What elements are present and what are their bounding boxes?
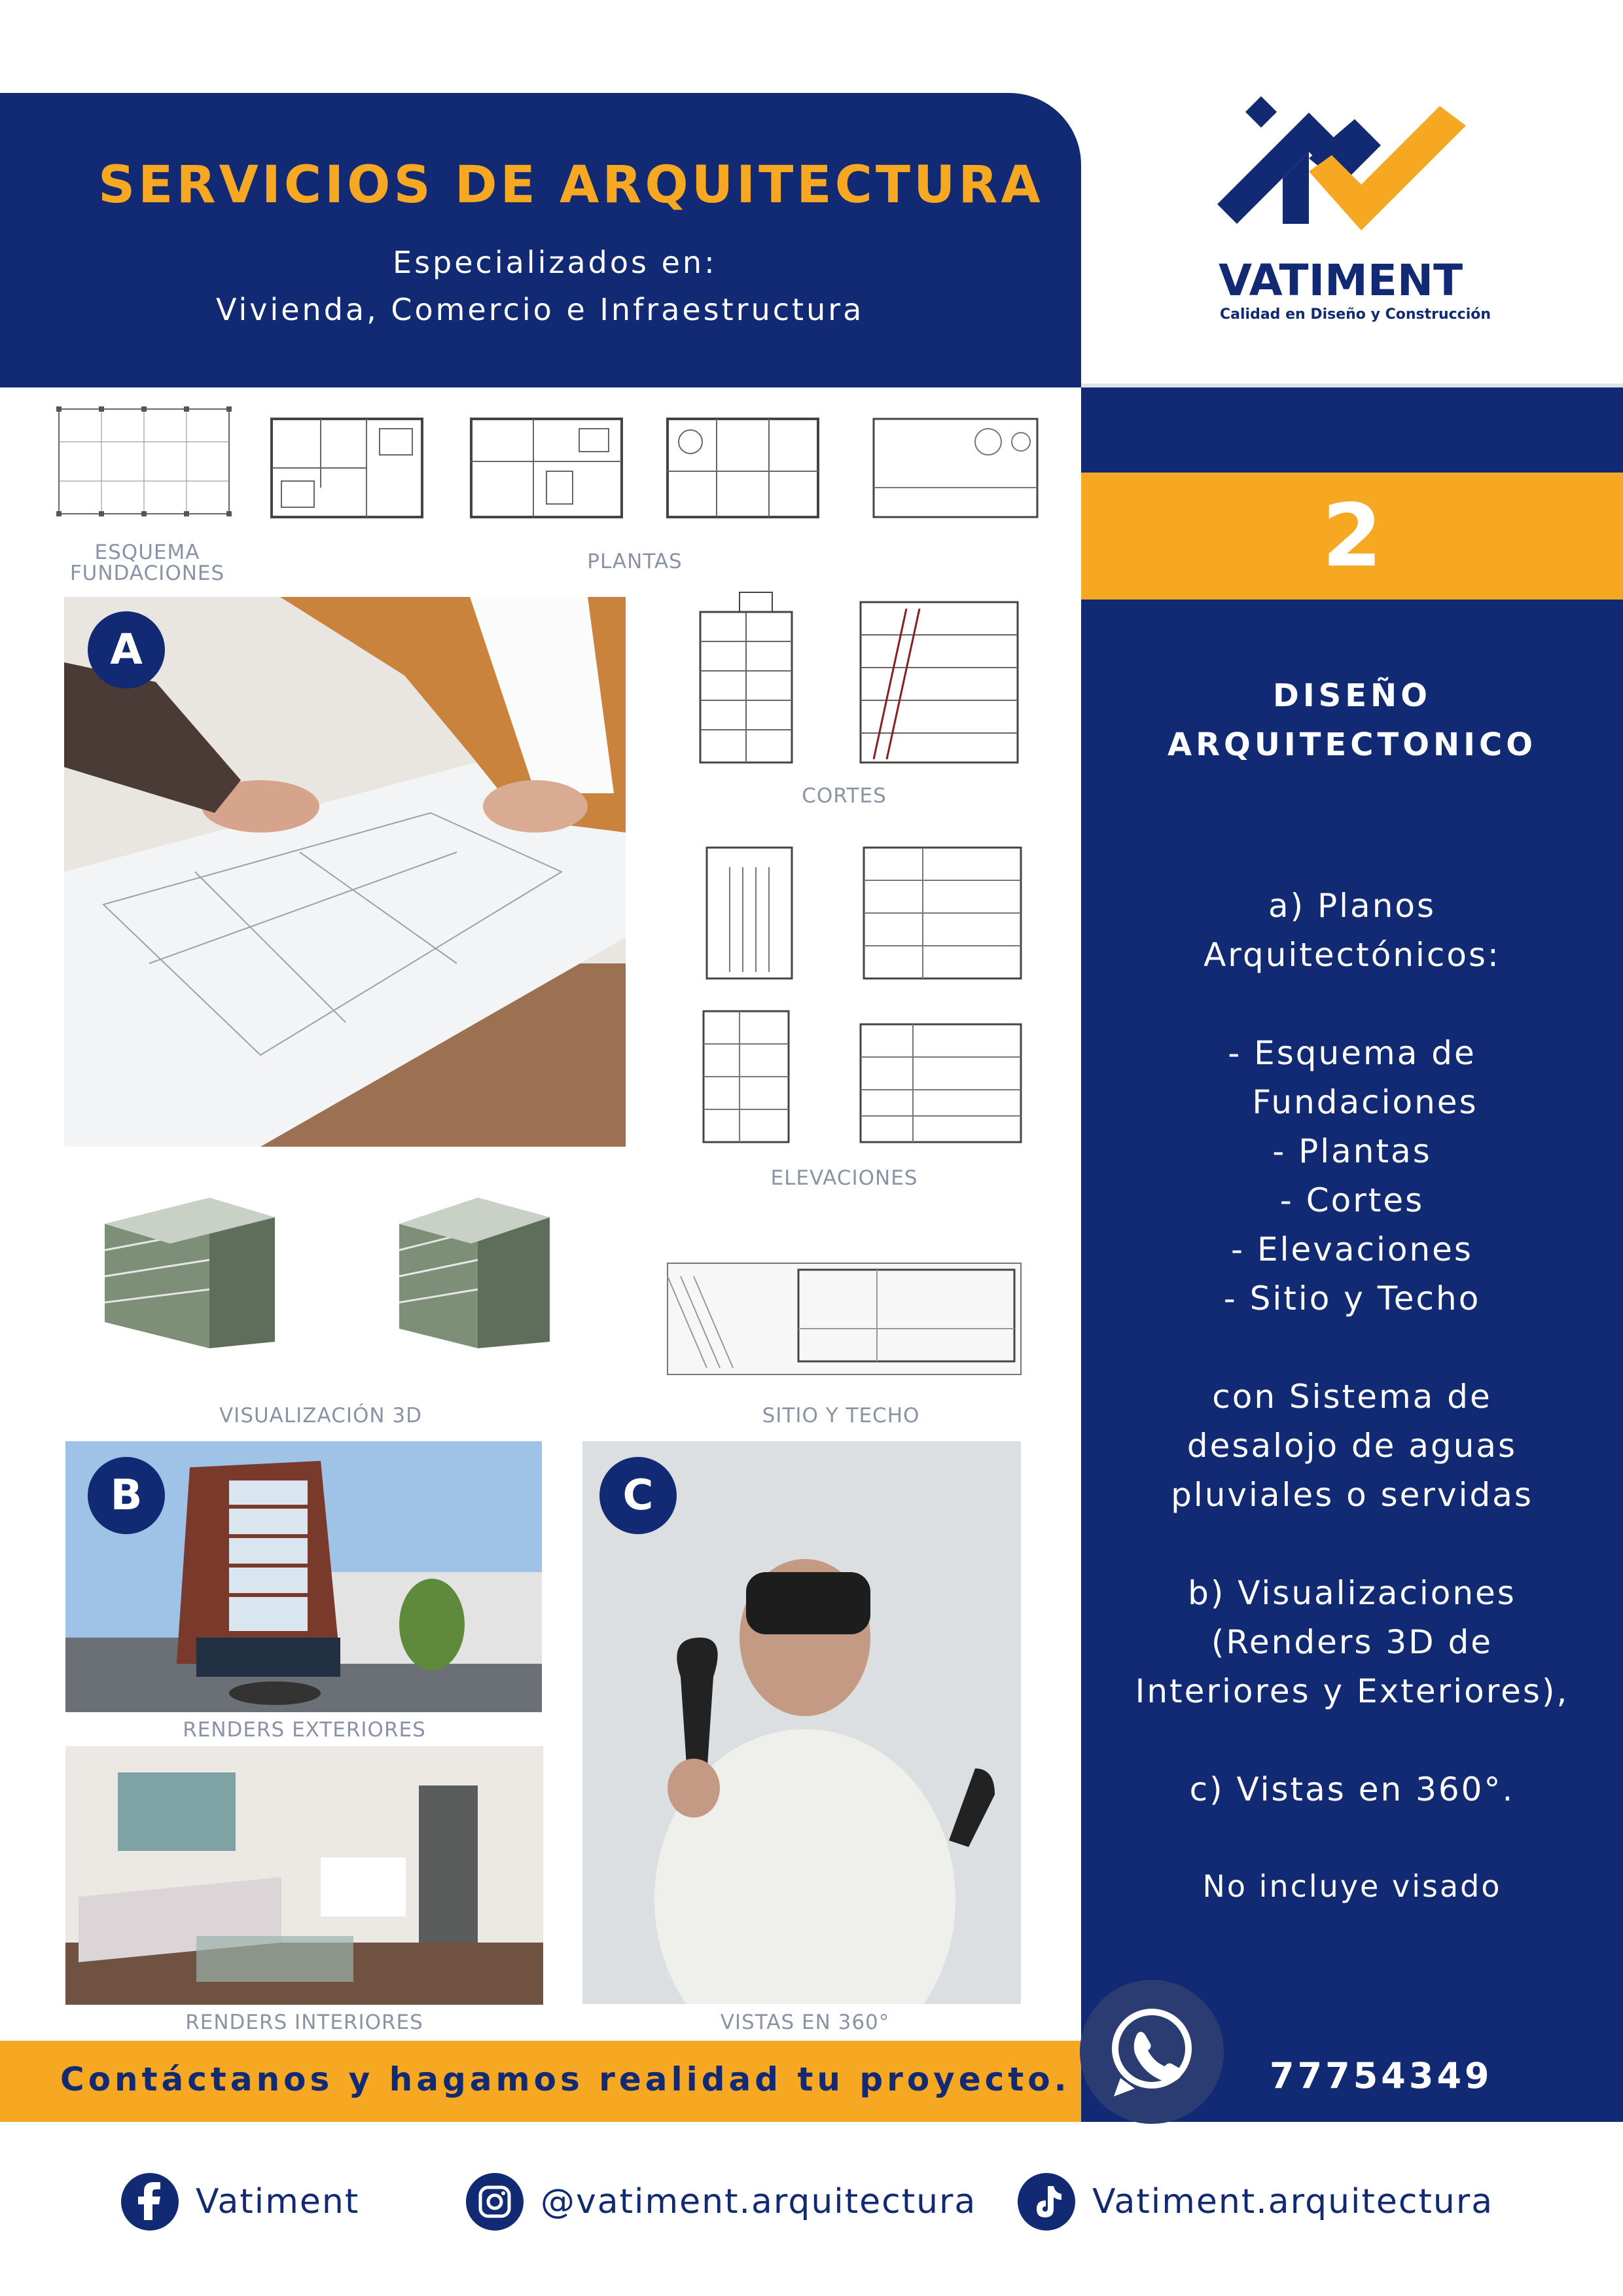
service-number: 2 [1322, 486, 1382, 586]
panel-line: c) Vistas en 360°. [1189, 1770, 1515, 1808]
phone-number[interactable]: 77754349 [1270, 2055, 1493, 2096]
badge-a: A [88, 611, 165, 689]
badge-b: B [88, 1457, 165, 1534]
site-roof-drawing [661, 1250, 1027, 1384]
elevation-drawing-4 [847, 1005, 1034, 1149]
panel-line: (Renders 3D de [1211, 1623, 1493, 1661]
brand-tagline: Calidad en Diseño y Construcción [1220, 306, 1491, 323]
caption-plantas: PLANTAS [587, 550, 683, 573]
brand-logo [1211, 93, 1491, 329]
panel-line: - Sitio y Techo [1223, 1280, 1481, 1318]
social-instagram[interactable] [466, 2173, 976, 2231]
caption-renders-exteriores: RENDERS EXTERIORES [183, 1718, 426, 1742]
contact-cta: Contáctanos y hagamos realidad tu proyecto. [60, 2060, 1071, 2098]
caption-sitio-techo: SITIO Y TECHO [762, 1404, 920, 1427]
roof-plan-drawing [864, 409, 1047, 527]
section-drawing-1 [687, 586, 805, 772]
panel-line: a) Planos [1268, 887, 1436, 925]
panel-line: - Plantas [1272, 1132, 1432, 1170]
header-banner [0, 93, 1081, 387]
facebook-icon [121, 2173, 179, 2231]
caption-elevaciones: ELEVACIONES [770, 1166, 918, 1190]
panel-line: Interiores y Exteriores), [1135, 1672, 1569, 1710]
panel-line: - Elevaciones [1231, 1230, 1473, 1268]
caption-vistas-360: VISTAS EN 360° [720, 2011, 890, 2034]
subtitle-line-1: Especializados en: [393, 245, 717, 280]
elevation-drawing-2 [851, 841, 1034, 985]
floor-plan-drawing-2 [461, 409, 632, 527]
render-3d-1 [79, 1172, 294, 1361]
panel-line: pluviales o servidas [1171, 1476, 1533, 1514]
instagram-handle: @vatiment.arquitectura [541, 2182, 977, 2221]
panel-heading-2: ARQUITECTONICO [1167, 726, 1537, 763]
tiktok-icon [1018, 2173, 1075, 2231]
caption-fundaciones-2: FUNDACIONES [69, 562, 225, 585]
caption-renders-interiores: RENDERS INTERIORES [185, 2011, 423, 2034]
panel-line: Fundaciones [1252, 1083, 1478, 1121]
panel-line: desalojo de aguas [1186, 1427, 1518, 1465]
panel-heading-1: DISEÑO [1272, 677, 1432, 714]
panel-line: Arquitectónicos: [1204, 936, 1501, 974]
floor-plan-drawing-1 [262, 409, 432, 527]
facebook-handle: Vatiment [196, 2182, 360, 2221]
badge-c: C [599, 1457, 677, 1534]
service-number-bar [1081, 473, 1623, 600]
elevation-drawing-3 [687, 1005, 805, 1149]
caption-fundaciones-1: ESQUEMA [94, 541, 200, 564]
social-tiktok[interactable] [1018, 2173, 1493, 2231]
contact-bar [0, 2041, 1081, 2122]
whatsapp-icon[interactable] [1080, 1980, 1224, 2124]
panel-line: con Sistema de [1212, 1378, 1492, 1416]
photo-interior-render [65, 1746, 543, 2005]
page-title: SERVICIOS DE ARQUITECTURA [98, 156, 1044, 215]
floor-plan-drawing-3 [658, 409, 828, 527]
panel-line: b) Visualizaciones [1188, 1574, 1516, 1612]
brand-name: VATIMENT [1219, 255, 1463, 306]
section-drawing-2 [847, 589, 1031, 772]
foundation-plan-drawing [46, 396, 242, 527]
tiktok-handle: Vatiment.arquitectura [1092, 2182, 1494, 2221]
panel-line: - Esquema de [1228, 1034, 1476, 1072]
caption-visualizacion-3d: VISUALIZACIÓN 3D [219, 1404, 423, 1427]
render-3d-2 [353, 1165, 569, 1361]
panel-line: - Cortes [1279, 1181, 1425, 1219]
social-facebook[interactable] [121, 2173, 359, 2231]
panel-note: No incluye visado [1202, 1869, 1502, 1904]
instagram-icon [466, 2173, 524, 2231]
elevation-drawing-1 [690, 841, 808, 985]
caption-cortes: CORTES [802, 784, 887, 808]
logo-mark-icon [1211, 93, 1472, 263]
subtitle-line-2: Vivienda, Comercio e Infraestructura [216, 292, 865, 327]
